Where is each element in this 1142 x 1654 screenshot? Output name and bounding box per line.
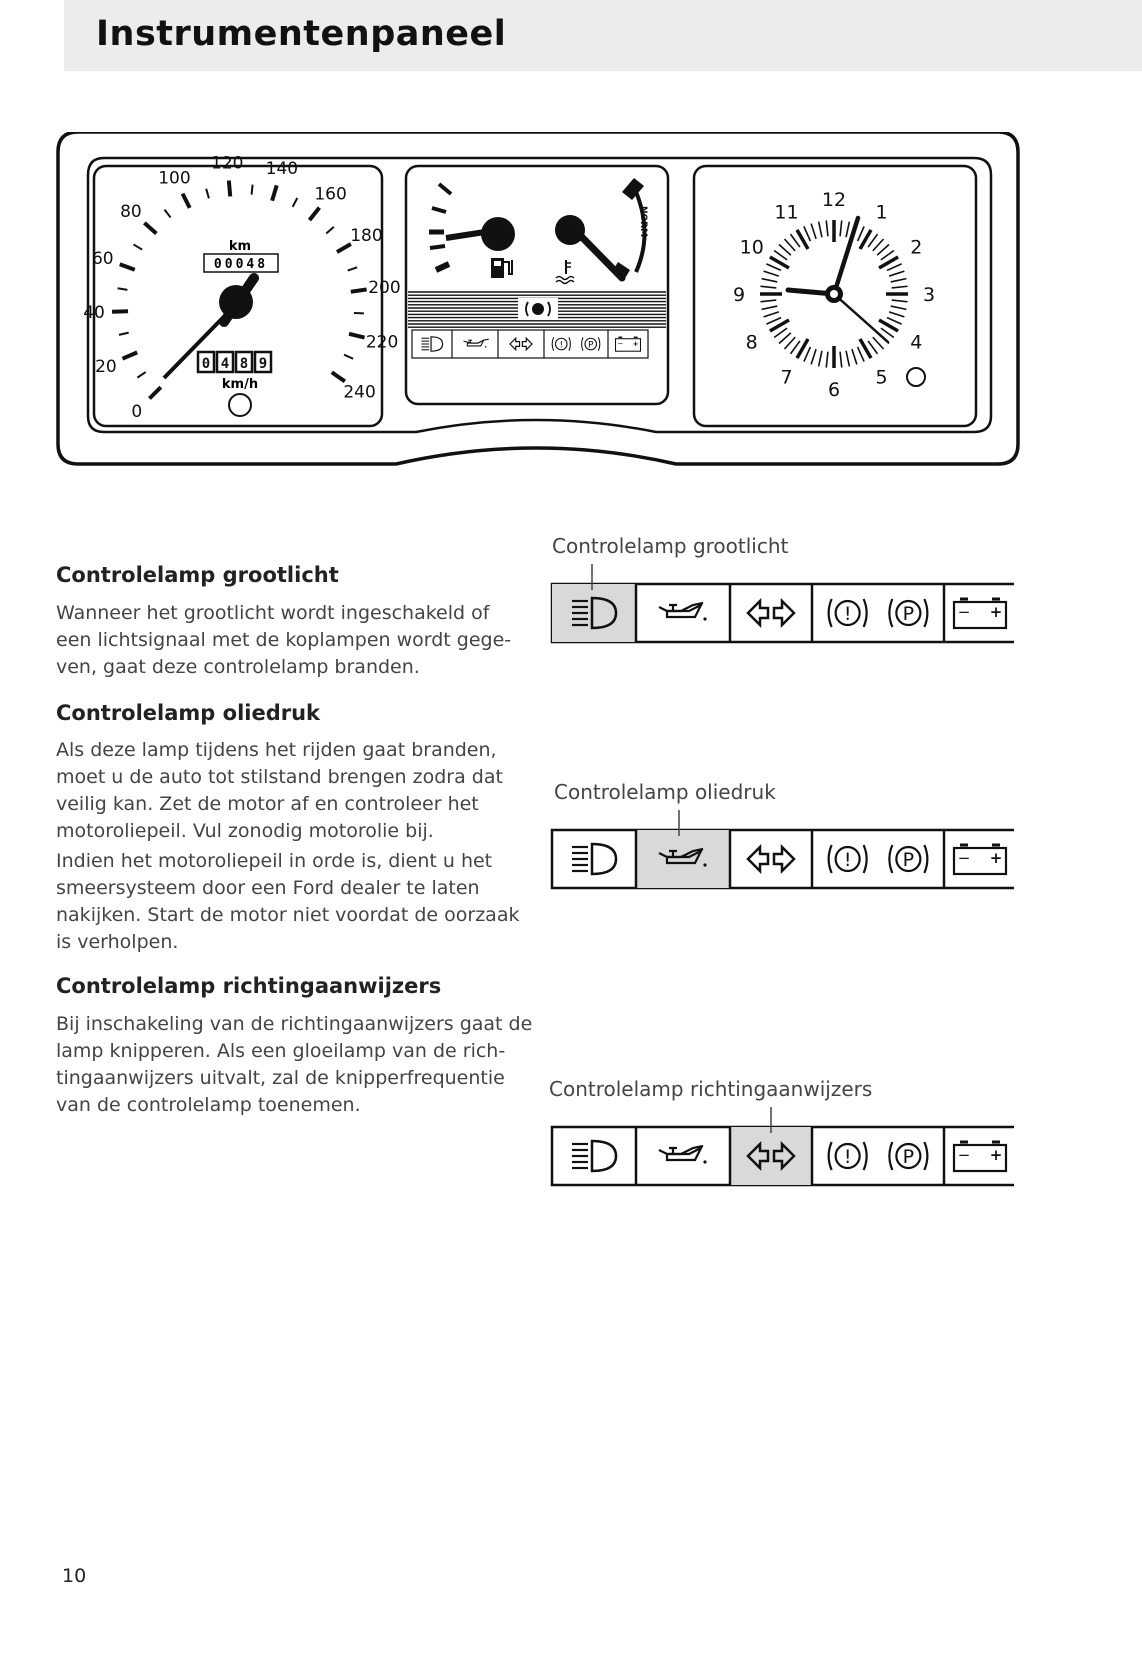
svg-text:−: −	[957, 849, 971, 867]
svg-text:P: P	[902, 603, 915, 625]
text-line: nakijken. Start de motor niet voordat de oorzaak	[56, 904, 520, 926]
text-line: van de controlelamp toenemen.	[56, 1094, 361, 1116]
clock-number: 9	[732, 284, 746, 306]
text-oliedruk-2	[56, 848, 546, 956]
clock-number: 6	[827, 379, 841, 401]
clock-number: 2	[910, 236, 923, 259]
svg-text:−: −	[957, 603, 971, 621]
text-oliedruk-1	[56, 737, 546, 845]
svg-text:+: +	[989, 849, 1003, 867]
clock-number: 5	[875, 366, 888, 389]
heading-grootlicht: Controlelamp grootlicht	[56, 563, 339, 587]
trip-odometer-digits: 00048	[213, 257, 269, 272]
speedo-label: 240	[343, 382, 376, 403]
text-line: smeersysteem door een Ford dealer te laten	[56, 877, 480, 899]
speedo-label: 20	[95, 356, 117, 377]
odometer-digit: 4	[220, 356, 230, 372]
svg-text:+: +	[989, 1146, 1003, 1164]
caption-oliedruk: Controlelamp oliedruk	[554, 780, 776, 804]
speedo-label: 40	[83, 303, 105, 324]
text-grootlicht	[56, 600, 546, 681]
speedo-label: 0	[131, 402, 143, 423]
heading-oliedruk: Controlelamp oliedruk	[56, 701, 321, 725]
heading-richting: Controlelamp richtingaanwijzers	[56, 974, 442, 998]
svg-text:!: !	[843, 1146, 852, 1168]
text-line: Als deze lamp tijdens het rijden gaat branden,	[56, 739, 497, 761]
svg-text:!: !	[559, 340, 564, 351]
page-number: 10	[62, 1565, 87, 1587]
svg-text:+: +	[989, 603, 1003, 621]
text-line: motoroliepeil. Vul zonodig motorolie bij.	[56, 820, 434, 842]
svg-text:!: !	[843, 849, 852, 871]
clock-number: 7	[780, 366, 793, 389]
speedo-label: 120	[211, 153, 244, 174]
svg-text:+: +	[632, 338, 639, 348]
center-gauge-cluster	[406, 166, 668, 404]
odometer-digit: 8	[239, 356, 249, 372]
caption-richting: Controlelamp richtingaanwijzers	[549, 1077, 873, 1101]
fuel-pump-icon	[491, 258, 512, 278]
page-title: Instrumentenpaneel	[96, 14, 507, 54]
svg-text:P: P	[902, 849, 915, 871]
odometer-digit: 0	[201, 356, 211, 372]
warning-strip-grootlicht	[550, 560, 1014, 648]
text-line: ven, gaat deze controlelamp branden.	[56, 656, 420, 678]
text-line: veilig kan. Zet de motor af en controleer het	[56, 793, 479, 815]
text-line: is verholpen.	[56, 931, 179, 953]
clock	[694, 166, 976, 426]
speedo-label: 220	[365, 332, 399, 353]
text-line: moet u de auto tot stilstand brengen zodra dat	[56, 766, 503, 788]
text-line: een lichtsignaal met de koplampen wordt gege-	[56, 629, 512, 651]
speedo-label: 200	[368, 277, 401, 298]
center-warning-lamps	[412, 330, 648, 358]
trip-unit-label: km	[228, 239, 252, 254]
norm-label: NORM	[638, 206, 648, 238]
speedo-tick	[229, 180, 230, 196]
clock-number: 11	[774, 201, 799, 224]
clock-number: 10	[739, 236, 764, 259]
instrument-panel-illustration	[56, 132, 1026, 472]
speedo-label: 180	[350, 226, 383, 246]
speed-unit-label: km/h	[221, 377, 259, 392]
odometer-digit: 9	[258, 356, 268, 372]
speedo-tick	[351, 289, 367, 291]
speedo-label: 100	[158, 168, 191, 189]
clock-number: 12	[821, 189, 847, 211]
speedometer	[83, 154, 400, 426]
speedo-tick	[252, 185, 253, 195]
caption-grootlicht: Controlelamp grootlicht	[552, 534, 789, 558]
speedo-label: 60	[91, 249, 114, 270]
svg-text:!: !	[843, 603, 852, 625]
speedo-label: 160	[314, 184, 347, 205]
text-line: Bij inschakeling van de richtingaanwijzers gaat de	[56, 1013, 533, 1035]
clock-number: 3	[922, 284, 936, 306]
svg-text:−: −	[617, 338, 624, 348]
text-line: lamp knipperen. Als een gloeilamp van de rich-	[56, 1040, 506, 1062]
text-line: tingaanwijzers uitvalt, zal de knipperfrequentie	[56, 1067, 505, 1089]
text-richting	[56, 1011, 546, 1119]
speedo-label: 140	[265, 159, 299, 180]
clock-number: 8	[745, 331, 758, 354]
warning-strip-oliedruk	[550, 806, 1014, 894]
clock-number: 4	[910, 331, 923, 354]
text-line: Indien het motoroliepeil in orde is, dient u het	[56, 850, 493, 872]
clock-number: 1	[875, 201, 888, 224]
speedo-label: 80	[120, 201, 142, 222]
svg-text:P: P	[902, 1146, 915, 1168]
warning-strip-richting	[550, 1103, 1014, 1193]
title-bar	[64, 0, 1142, 71]
svg-text:P: P	[587, 340, 594, 351]
svg-text:−: −	[957, 1146, 971, 1164]
text-line: Wanneer het grootlicht wordt ingeschakeld of	[56, 602, 490, 624]
